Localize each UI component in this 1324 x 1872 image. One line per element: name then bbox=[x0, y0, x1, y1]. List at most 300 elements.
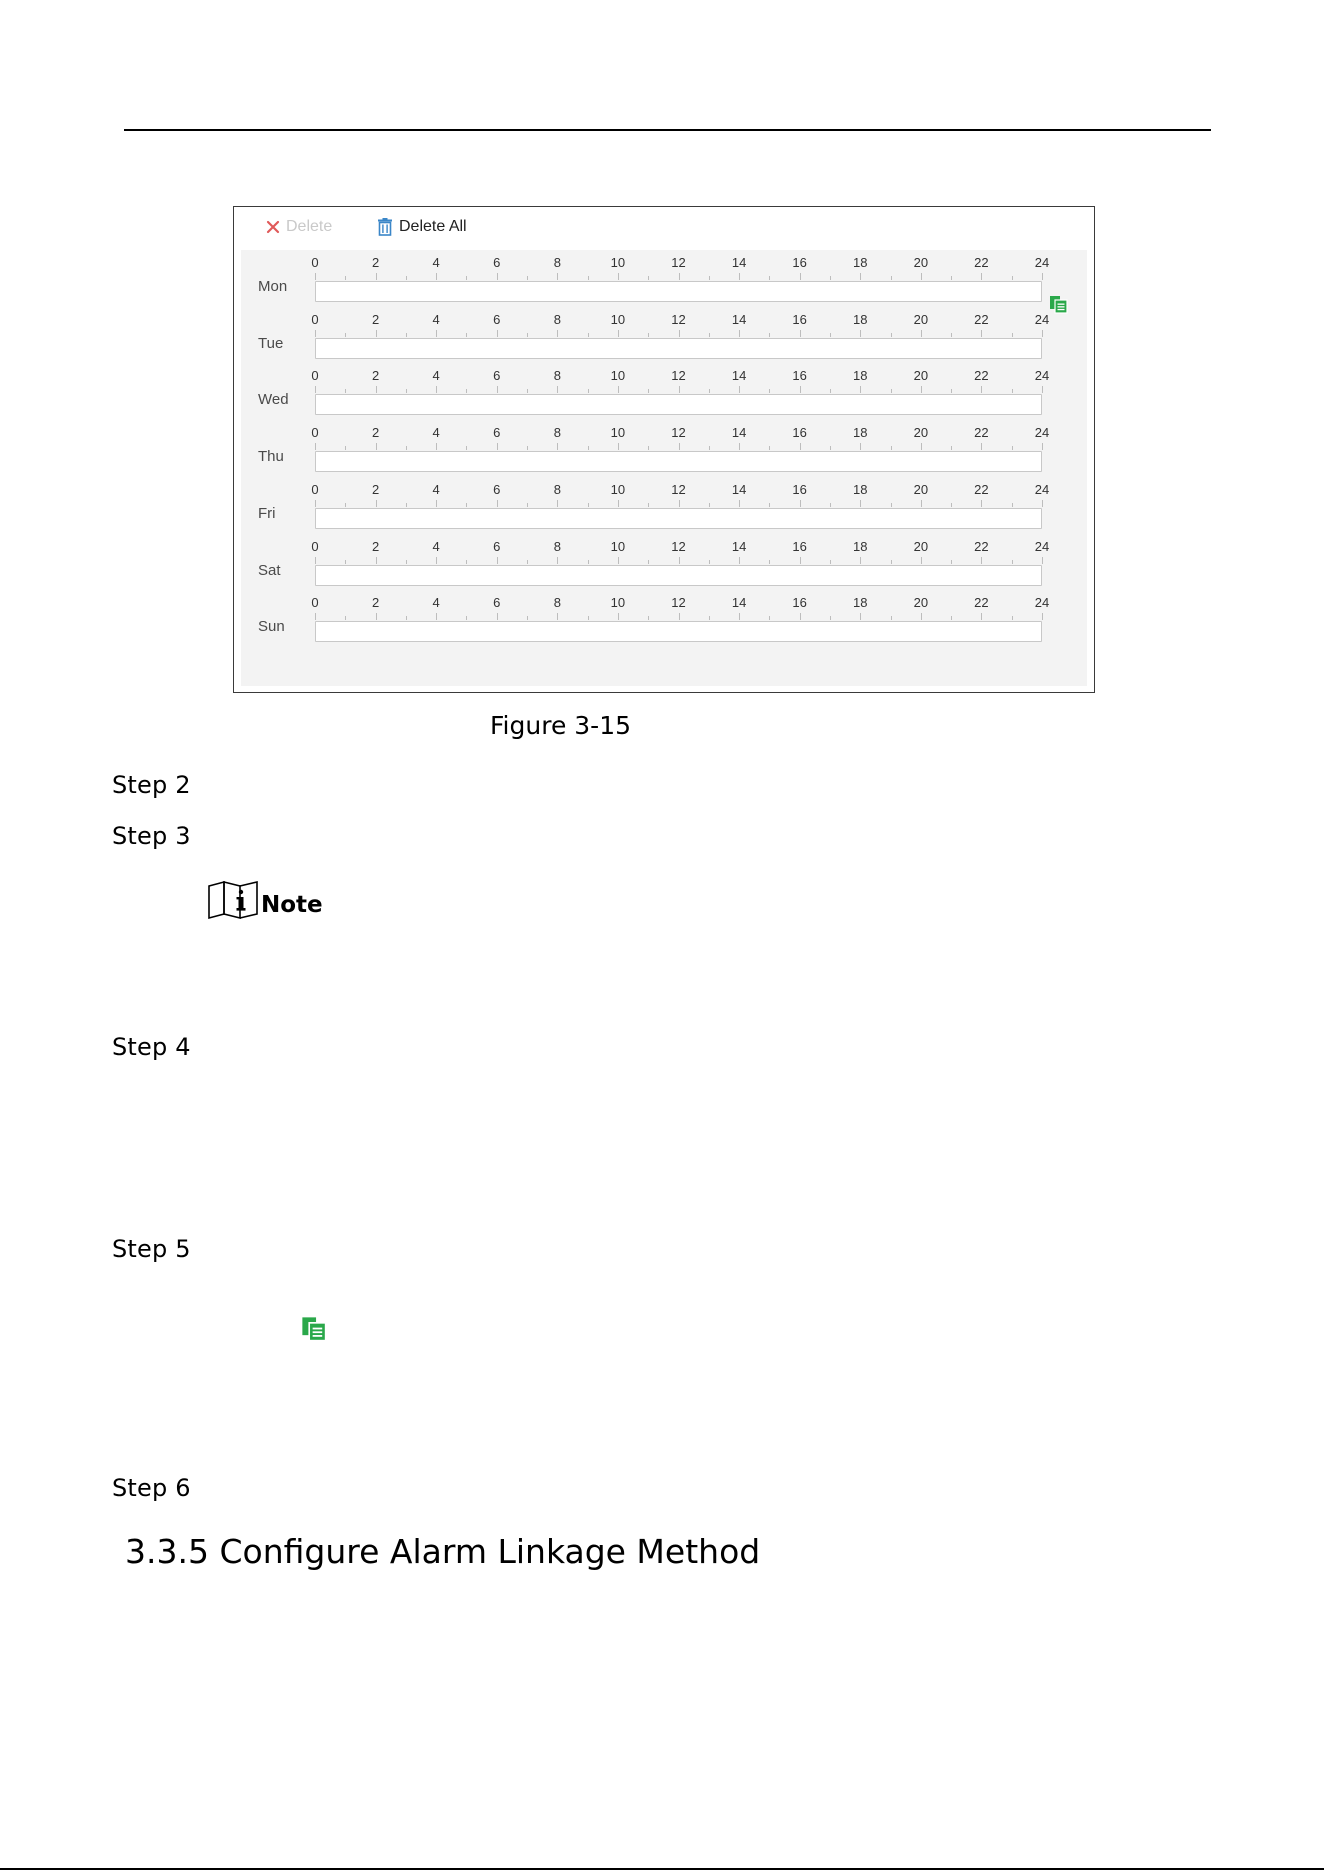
hour-tick bbox=[739, 443, 740, 450]
hour-tick-label: 14 bbox=[731, 255, 747, 270]
hour-tick-label: 24 bbox=[1034, 425, 1050, 441]
hour-tick-label: 6 bbox=[493, 255, 501, 270]
hour-tick bbox=[345, 389, 346, 393]
hour-tick-label: 6 bbox=[493, 481, 501, 497]
hour-tick bbox=[830, 446, 831, 450]
hour-tick bbox=[527, 616, 528, 620]
hour-tick bbox=[466, 446, 467, 450]
hour-tick bbox=[497, 500, 498, 507]
time-slot-bar[interactable] bbox=[315, 565, 1042, 586]
hour-tick bbox=[830, 616, 831, 620]
hour-tick-label: 2 bbox=[371, 368, 380, 384]
hour-tick bbox=[1012, 560, 1013, 564]
hour-tick bbox=[436, 273, 437, 280]
hour-tick bbox=[981, 330, 982, 337]
hour-tick bbox=[345, 503, 346, 507]
hour-tick bbox=[739, 273, 740, 280]
note-label: Note bbox=[261, 892, 323, 918]
hour-tick bbox=[951, 503, 952, 507]
hour-tick-label: 4 bbox=[432, 425, 440, 441]
hour-tick-label: 18 bbox=[853, 255, 868, 270]
hour-tick bbox=[527, 333, 528, 337]
hour-tick-label: 12 bbox=[671, 425, 686, 441]
hour-tick bbox=[436, 557, 437, 564]
section-heading: 3.3.5 Configure Alarm Linkage Method bbox=[125, 1532, 761, 1571]
hour-tick-label: 8 bbox=[553, 311, 561, 327]
hour-tick-label: 20 bbox=[913, 425, 929, 441]
hour-tick bbox=[315, 500, 316, 507]
hour-tick-label: 10 bbox=[610, 425, 626, 441]
hour-tick-label: 16 bbox=[792, 481, 807, 497]
hour-tick bbox=[406, 446, 407, 450]
hour-tick bbox=[739, 386, 740, 393]
hour-tick-label: 16 bbox=[792, 538, 807, 554]
hour-tick bbox=[860, 330, 861, 337]
hour-tick bbox=[679, 443, 680, 450]
hour-tick-label: 12 bbox=[671, 255, 686, 270]
hour-tick bbox=[557, 500, 558, 507]
hour-tick bbox=[1042, 557, 1043, 564]
hour-tick bbox=[800, 557, 801, 564]
copy-icon[interactable] bbox=[1049, 295, 1068, 314]
hour-tick bbox=[557, 557, 558, 564]
hour-tick-label: 16 bbox=[792, 368, 807, 384]
step-4-label: Step 4 bbox=[112, 1033, 191, 1061]
delete-all-button[interactable] bbox=[377, 217, 467, 237]
hour-tick bbox=[981, 273, 982, 280]
schedule-row bbox=[241, 363, 1087, 420]
hour-tick-label: 24 bbox=[1034, 481, 1050, 497]
hour-tick-label: 6 bbox=[493, 368, 501, 384]
hour-tick bbox=[769, 333, 770, 337]
hour-tick-label: 6 bbox=[493, 538, 501, 554]
hour-tick-label: 8 bbox=[553, 481, 561, 497]
delete-button[interactable] bbox=[266, 217, 332, 237]
hour-tick bbox=[497, 613, 498, 620]
hour-tick bbox=[436, 500, 437, 507]
hour-tick bbox=[709, 276, 710, 280]
hour-tick-label: 2 bbox=[371, 425, 380, 441]
hour-tick-label: 8 bbox=[553, 425, 561, 441]
hour-tick bbox=[618, 443, 619, 450]
hour-tick-label: 22 bbox=[974, 481, 989, 497]
schedule-row bbox=[241, 590, 1087, 647]
hour-tick bbox=[315, 557, 316, 564]
hour-tick-label: 18 bbox=[853, 595, 868, 611]
hour-tick bbox=[981, 443, 982, 450]
hour-tick bbox=[497, 273, 498, 280]
hour-tick-label: 0 bbox=[311, 425, 319, 441]
hour-tick-label: 24 bbox=[1034, 255, 1050, 270]
hour-tick bbox=[376, 386, 377, 393]
hour-tick-label: 2 bbox=[371, 595, 380, 611]
hour-tick-label: 6 bbox=[493, 311, 501, 327]
hour-tick bbox=[860, 613, 861, 620]
hour-tick bbox=[709, 616, 710, 620]
hour-tick bbox=[921, 273, 922, 280]
hour-tick-label: 22 bbox=[974, 425, 989, 441]
hour-tick bbox=[315, 443, 316, 450]
hour-tick bbox=[891, 389, 892, 393]
hour-ruler bbox=[315, 499, 1042, 507]
hour-tick bbox=[376, 557, 377, 564]
hour-tick-label: 12 bbox=[671, 368, 686, 384]
hour-tick-label: 14 bbox=[731, 481, 747, 497]
hour-tick-label: 12 bbox=[671, 538, 686, 554]
day-label: Tue bbox=[258, 334, 284, 352]
hour-tick bbox=[497, 386, 498, 393]
hour-tick bbox=[618, 557, 619, 564]
weekly-schedule-grid bbox=[241, 250, 1087, 686]
hour-tick bbox=[891, 503, 892, 507]
hour-tick bbox=[709, 560, 710, 564]
hour-tick bbox=[588, 560, 589, 564]
hour-tick bbox=[769, 503, 770, 507]
hour-tick bbox=[527, 446, 528, 450]
hour-tick bbox=[1042, 386, 1043, 393]
hour-tick bbox=[1042, 330, 1043, 337]
hour-tick bbox=[406, 276, 407, 280]
hour-tick-label: 12 bbox=[671, 311, 686, 327]
hour-tick bbox=[951, 616, 952, 620]
hour-tick bbox=[1042, 613, 1043, 620]
day-label: Sun bbox=[258, 618, 285, 636]
hour-tick-label: 2 bbox=[371, 481, 380, 497]
hour-tick bbox=[1012, 616, 1013, 620]
hour-tick bbox=[769, 616, 770, 620]
hour-tick bbox=[769, 389, 770, 393]
hour-tick-label: 0 bbox=[311, 481, 319, 497]
hour-tick-label: 12 bbox=[671, 481, 686, 497]
hour-tick bbox=[769, 446, 770, 450]
hour-tick bbox=[436, 613, 437, 620]
hour-tick bbox=[648, 560, 649, 564]
hour-tick bbox=[376, 273, 377, 280]
step-6-label: Step 6 bbox=[112, 1474, 191, 1502]
hour-tick-label: 14 bbox=[731, 538, 747, 554]
hour-tick-label: 24 bbox=[1034, 538, 1050, 554]
schedule-toolbar bbox=[234, 207, 1094, 245]
hour-tick-label: 8 bbox=[553, 538, 561, 554]
hour-tick bbox=[497, 443, 498, 450]
hour-tick-label: 18 bbox=[853, 311, 868, 327]
hour-tick bbox=[1042, 273, 1043, 280]
header-rule bbox=[124, 129, 1211, 131]
hour-tick bbox=[891, 616, 892, 620]
hour-tick-label: 20 bbox=[913, 595, 929, 611]
hour-tick bbox=[527, 389, 528, 393]
hour-tick bbox=[588, 389, 589, 393]
hour-tick bbox=[800, 330, 801, 337]
hour-tick bbox=[588, 446, 589, 450]
hour-tick bbox=[345, 333, 346, 337]
hour-tick bbox=[466, 616, 467, 620]
hour-tick-label: 20 bbox=[913, 311, 929, 327]
hour-tick bbox=[679, 613, 680, 620]
hour-tick bbox=[830, 276, 831, 280]
hour-tick-label: 22 bbox=[974, 368, 989, 384]
footer-rule bbox=[0, 1868, 1324, 1870]
hour-tick-label: 20 bbox=[913, 255, 929, 270]
hour-tick bbox=[588, 503, 589, 507]
hour-tick bbox=[376, 443, 377, 450]
hour-tick bbox=[800, 613, 801, 620]
hour-tick bbox=[800, 386, 801, 393]
hour-tick bbox=[527, 503, 528, 507]
hour-tick bbox=[648, 503, 649, 507]
hour-tick bbox=[921, 386, 922, 393]
hour-tick bbox=[466, 560, 467, 564]
hour-tick-label: 22 bbox=[974, 538, 989, 554]
hour-tick-label: 0 bbox=[311, 595, 319, 611]
hour-tick bbox=[739, 330, 740, 337]
day-label: Fri bbox=[258, 504, 276, 522]
hour-tick bbox=[648, 446, 649, 450]
hour-tick bbox=[860, 386, 861, 393]
hour-tick bbox=[981, 613, 982, 620]
hour-tick bbox=[436, 330, 437, 337]
step-3-label: Step 3 bbox=[112, 822, 191, 850]
schedule-row bbox=[241, 420, 1087, 477]
hour-tick bbox=[406, 616, 407, 620]
hour-tick bbox=[951, 389, 952, 393]
hour-tick bbox=[709, 389, 710, 393]
hour-tick bbox=[618, 500, 619, 507]
day-label: Sat bbox=[258, 561, 281, 579]
hour-tick bbox=[1012, 503, 1013, 507]
hour-tick bbox=[315, 386, 316, 393]
time-slot-bar[interactable] bbox=[315, 621, 1042, 642]
hour-tick-label: 8 bbox=[553, 255, 561, 270]
hour-tick bbox=[497, 557, 498, 564]
hour-tick bbox=[345, 616, 346, 620]
schedule-row bbox=[241, 534, 1087, 591]
hour-tick bbox=[527, 276, 528, 280]
hour-tick bbox=[376, 613, 377, 620]
hour-tick bbox=[679, 273, 680, 280]
hour-tick-label: 10 bbox=[610, 311, 626, 327]
hour-tick bbox=[436, 443, 437, 450]
hour-tick bbox=[648, 389, 649, 393]
hour-ruler bbox=[315, 329, 1042, 337]
hour-tick bbox=[951, 446, 952, 450]
hour-tick-label: 18 bbox=[853, 538, 868, 554]
hour-tick bbox=[1042, 500, 1043, 507]
hour-tick bbox=[891, 446, 892, 450]
hour-tick bbox=[800, 443, 801, 450]
hour-tick bbox=[527, 560, 528, 564]
hour-tick bbox=[588, 616, 589, 620]
hour-tick-label: 8 bbox=[553, 595, 561, 611]
hour-ruler bbox=[315, 612, 1042, 620]
schedule-figure bbox=[233, 206, 1095, 693]
hour-tick bbox=[800, 500, 801, 507]
hour-tick bbox=[466, 503, 467, 507]
hour-tick-label: 0 bbox=[311, 255, 319, 270]
delete-all-label: Delete All bbox=[399, 218, 467, 235]
hour-tick bbox=[709, 446, 710, 450]
hour-tick bbox=[376, 330, 377, 337]
hour-tick bbox=[648, 616, 649, 620]
hour-tick bbox=[618, 273, 619, 280]
hour-tick bbox=[951, 560, 952, 564]
hour-tick bbox=[1012, 276, 1013, 280]
hour-tick bbox=[1012, 389, 1013, 393]
hour-tick-label: 14 bbox=[731, 595, 747, 611]
hour-tick bbox=[648, 333, 649, 337]
hour-tick bbox=[981, 557, 982, 564]
hour-tick bbox=[860, 557, 861, 564]
hour-tick-label: 14 bbox=[731, 425, 747, 441]
hour-tick bbox=[315, 330, 316, 337]
hour-tick-label: 6 bbox=[493, 595, 501, 611]
hour-tick bbox=[679, 500, 680, 507]
day-label: Mon bbox=[258, 278, 288, 295]
hour-tick-label: 6 bbox=[493, 425, 501, 441]
hour-tick-label: 18 bbox=[853, 368, 868, 384]
copy-icon bbox=[300, 1316, 328, 1342]
hour-tick bbox=[739, 557, 740, 564]
hour-tick bbox=[951, 333, 952, 337]
hour-tick-label: 10 bbox=[610, 538, 626, 554]
time-slot-bar[interactable] bbox=[315, 508, 1042, 529]
hour-tick-label: 22 bbox=[974, 595, 989, 611]
hour-tick bbox=[588, 333, 589, 337]
hour-tick bbox=[466, 276, 467, 280]
hour-tick bbox=[860, 500, 861, 507]
hour-tick bbox=[376, 500, 377, 507]
hour-tick-label: 10 bbox=[610, 368, 626, 384]
hour-tick bbox=[739, 613, 740, 620]
hour-tick bbox=[1012, 446, 1013, 450]
hour-tick-label: 16 bbox=[792, 255, 807, 270]
hour-tick-label: 12 bbox=[671, 595, 686, 611]
hour-tick bbox=[830, 333, 831, 337]
hour-tick bbox=[497, 330, 498, 337]
hour-ruler bbox=[315, 442, 1042, 450]
hour-tick bbox=[830, 389, 831, 393]
hour-tick bbox=[709, 503, 710, 507]
hour-tick bbox=[800, 273, 801, 280]
hour-tick bbox=[860, 273, 861, 280]
hour-tick-label: 24 bbox=[1034, 368, 1050, 384]
hour-tick bbox=[679, 330, 680, 337]
note-info-icon bbox=[207, 880, 259, 920]
hour-tick-label: 4 bbox=[432, 255, 440, 270]
hour-tick bbox=[921, 613, 922, 620]
hour-tick-label: 18 bbox=[853, 481, 868, 497]
hour-tick bbox=[345, 276, 346, 280]
step-5-label: Step 5 bbox=[112, 1235, 191, 1263]
schedule-row bbox=[241, 307, 1087, 364]
schedule-row bbox=[241, 477, 1087, 534]
close-x-icon bbox=[266, 220, 280, 234]
hour-tick-label: 14 bbox=[731, 368, 747, 384]
hour-tick bbox=[618, 386, 619, 393]
time-slot-bar[interactable] bbox=[315, 281, 1042, 302]
hour-tick-label: 0 bbox=[311, 311, 319, 327]
hour-tick bbox=[951, 276, 952, 280]
hour-tick bbox=[709, 333, 710, 337]
time-slot-bar[interactable] bbox=[315, 394, 1042, 415]
time-slot-bar[interactable] bbox=[315, 338, 1042, 359]
step-2-label: Step 2 bbox=[112, 771, 191, 799]
hour-tick-label: 0 bbox=[311, 368, 319, 384]
hour-tick-label: 16 bbox=[792, 595, 807, 611]
hour-tick bbox=[860, 443, 861, 450]
day-label: Thu bbox=[258, 448, 284, 466]
hour-tick bbox=[679, 557, 680, 564]
hour-tick bbox=[891, 276, 892, 280]
hour-tick-label: 24 bbox=[1034, 595, 1050, 611]
hour-tick-label: 22 bbox=[974, 311, 989, 327]
hour-tick bbox=[981, 386, 982, 393]
hour-tick bbox=[981, 500, 982, 507]
hour-tick bbox=[921, 330, 922, 337]
hour-tick bbox=[588, 276, 589, 280]
schedule-row bbox=[241, 250, 1087, 307]
hour-ruler bbox=[315, 385, 1042, 393]
hour-tick bbox=[436, 386, 437, 393]
hour-tick bbox=[1012, 333, 1013, 337]
hour-ruler bbox=[315, 556, 1042, 564]
hour-ruler bbox=[315, 272, 1042, 280]
hour-tick bbox=[406, 333, 407, 337]
hour-tick-label: 2 bbox=[371, 255, 380, 270]
hour-tick bbox=[769, 560, 770, 564]
hour-tick bbox=[921, 557, 922, 564]
hour-tick bbox=[406, 389, 407, 393]
hour-tick bbox=[891, 560, 892, 564]
hour-tick bbox=[466, 333, 467, 337]
hour-tick-label: 20 bbox=[913, 481, 929, 497]
hour-tick bbox=[315, 273, 316, 280]
hour-tick bbox=[557, 330, 558, 337]
hour-tick-label: 4 bbox=[432, 481, 440, 497]
delete-label: Delete bbox=[286, 218, 333, 235]
figure-caption: Figure 3-15 bbox=[490, 711, 632, 740]
hour-tick bbox=[618, 613, 619, 620]
hour-tick-label: 0 bbox=[311, 538, 319, 554]
hour-tick bbox=[557, 386, 558, 393]
hour-tick-label: 8 bbox=[553, 368, 561, 384]
hour-tick-label: 2 bbox=[371, 311, 380, 327]
hour-tick-label: 10 bbox=[610, 481, 626, 497]
hour-tick-label: 14 bbox=[731, 311, 747, 327]
hour-tick-label: 24 bbox=[1034, 311, 1050, 327]
hour-tick bbox=[557, 613, 558, 620]
time-slot-bar[interactable] bbox=[315, 451, 1042, 472]
hour-tick bbox=[891, 333, 892, 337]
hour-tick-label: 16 bbox=[792, 311, 807, 327]
hour-tick-label: 2 bbox=[371, 538, 380, 554]
hour-tick-label: 20 bbox=[913, 538, 929, 554]
hour-tick-label: 18 bbox=[853, 425, 868, 441]
hour-tick-label: 10 bbox=[610, 595, 626, 611]
hour-tick-label: 22 bbox=[974, 255, 989, 270]
hour-tick-label: 10 bbox=[610, 255, 626, 270]
hour-tick bbox=[315, 613, 316, 620]
hour-tick bbox=[830, 560, 831, 564]
hour-tick-label: 4 bbox=[432, 311, 440, 327]
hour-tick-label: 16 bbox=[792, 425, 807, 441]
hour-tick bbox=[739, 500, 740, 507]
hour-tick bbox=[921, 500, 922, 507]
hour-tick-label: 4 bbox=[432, 595, 440, 611]
hour-tick bbox=[769, 276, 770, 280]
hour-tick bbox=[679, 386, 680, 393]
hour-tick bbox=[406, 560, 407, 564]
